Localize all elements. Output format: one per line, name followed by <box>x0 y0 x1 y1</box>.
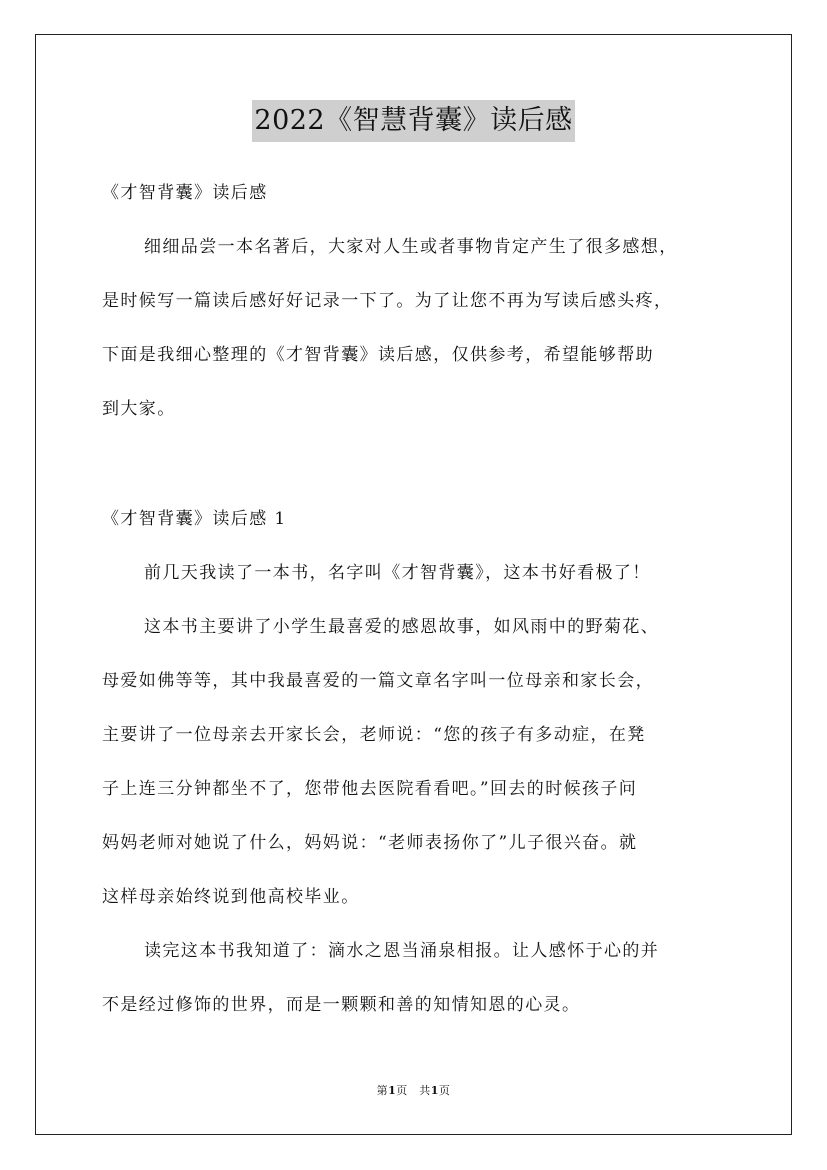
intro-line: 是时候写一篇读后感好好记录一下了。为了让您不再为写读后感头疼， <box>102 291 673 311</box>
intro-block <box>102 166 732 436</box>
intro-line: 下面是我细心整理的《才智背囊》读后感，仅供参考，希望能够帮助 <box>102 345 654 365</box>
section-heading: 《才智背囊》读后感 1 <box>102 509 287 529</box>
body-line: 妈妈老师对她说了什么，妈妈说：“老师表扬你了”儿子很兴奋。就 <box>102 833 638 853</box>
body-line: 母爱如佛等等，其中我最喜爱的一篇文章名字叫一位母亲和家长会， <box>102 671 654 691</box>
body-line: 这本书主要讲了小学生最喜爱的感恩故事，如风雨中的野菊花、 <box>144 617 660 637</box>
body-line: 这样母亲始终说到他高校毕业。 <box>102 887 360 907</box>
footer-suffix: 页 <box>438 1084 451 1097</box>
body-line: 前几天我读了一本书，名字叫《才智背囊》，这本书好看极了！ <box>144 563 651 583</box>
footer-page-number: 1 <box>388 1084 397 1097</box>
document-subtitle: 《才智背囊》读后感 <box>102 183 268 203</box>
footer-page-total: 1 <box>430 1084 439 1097</box>
section-block <box>102 492 732 1032</box>
body-line: 主要讲了一位母亲去开家长会，老师说：“您的孩子有多动症，在凳 <box>102 725 646 745</box>
title-container <box>0 100 827 142</box>
intro-line: 到大家。 <box>102 399 176 419</box>
body-line: 子上连三分钟都坐不了，您带他去医院看看吧。”回去的时候孩子问 <box>102 779 638 799</box>
body-line: 不是经过修饰的世界，而是一颗颗和善的知情知恩的心灵。 <box>102 995 581 1015</box>
intro-line: 细细品尝一本名著后，大家对人生或者事物肯定产生了很多感想， <box>144 237 678 257</box>
footer-prefix: 第 <box>376 1084 389 1097</box>
document-title: 2022《智慧背囊》读后感 <box>252 100 574 142</box>
body-line: 读完这本书我知道了：滴水之恩当涌泉相报。让人感怀于心的并 <box>144 941 660 961</box>
footer-mid: 页 共 <box>396 1084 431 1097</box>
page-footer <box>0 1082 827 1098</box>
